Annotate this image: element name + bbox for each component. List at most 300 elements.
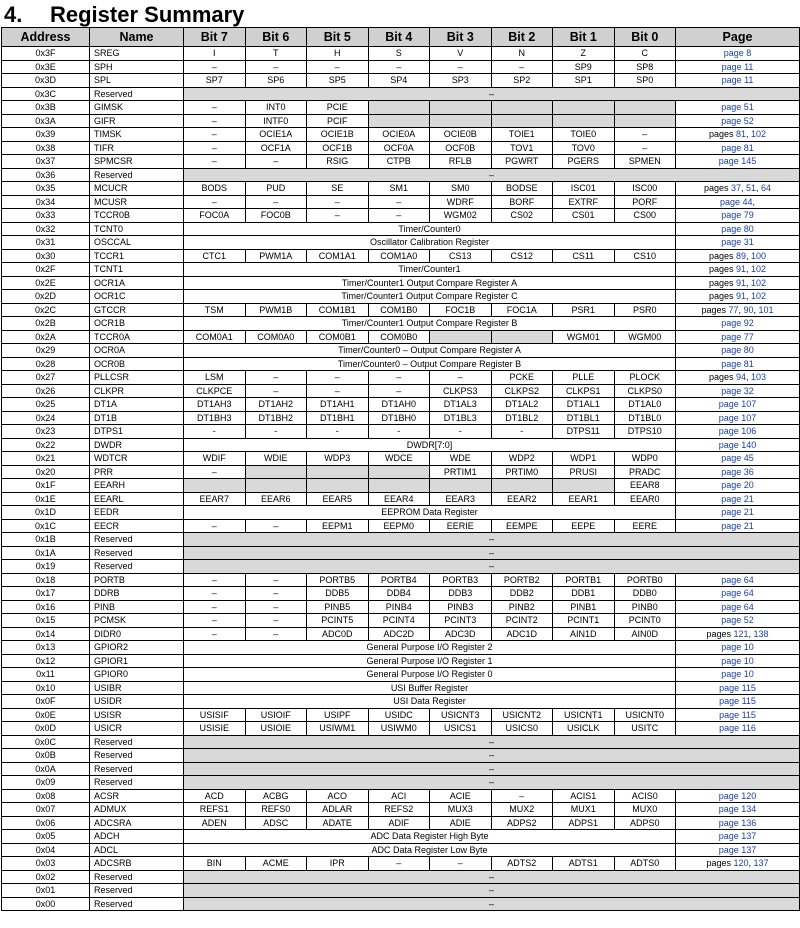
table-row: [2, 384, 800, 398]
bit-cell: PRTIM0: [491, 465, 553, 479]
page-link[interactable]: page 21: [721, 520, 754, 531]
register-name-cell: Reserved: [90, 762, 184, 776]
page-ref-text: pages: [708, 250, 736, 261]
bit-cell: MUX1: [553, 803, 615, 817]
page-link[interactable]: 121: [733, 628, 749, 639]
register-span-cell: General Purpose I/O Register 0: [184, 668, 676, 682]
column-header: Page: [676, 28, 800, 47]
register-span-cell: ADC Data Register High Byte: [184, 830, 676, 844]
address-cell: 0x37: [2, 155, 90, 169]
page-link[interactable]: 90: [743, 304, 754, 315]
page-ref-text: pages: [708, 372, 736, 383]
bit-cell: EERE: [614, 519, 676, 533]
bit-cell: –: [184, 519, 246, 533]
page-link[interactable]: page 81: [721, 358, 754, 369]
register-name-cell: SREG: [90, 47, 184, 61]
page-link[interactable]: 120: [733, 858, 749, 869]
bit-cell: PCIE: [307, 101, 369, 115]
table-row: [2, 47, 800, 61]
bit-cell: EEAR3: [430, 492, 492, 506]
bit-cell: [491, 479, 553, 493]
table-row: [2, 222, 800, 236]
bit-cell: BODS: [184, 182, 246, 196]
page-link[interactable]: page 10: [721, 642, 754, 653]
register-name-cell: EEDR: [90, 506, 184, 520]
bit-cell: [368, 114, 430, 128]
register-name-cell: PORTB: [90, 573, 184, 587]
bit-cell: SP0: [614, 74, 676, 88]
register-name-cell: Reserved: [90, 776, 184, 790]
bit-cell: DT1AH3: [184, 398, 246, 412]
register-name-cell: Reserved: [90, 749, 184, 763]
address-cell: 0x28: [2, 357, 90, 371]
page-link[interactable]: page 107: [718, 399, 757, 410]
bit-cell: [307, 479, 369, 493]
register-name-cell: EEARH: [90, 479, 184, 493]
register-name-cell: Reserved: [90, 897, 184, 911]
bit-cell: TOIE0: [553, 128, 615, 142]
bit-cell: ADC0D: [307, 627, 369, 641]
bit-cell: DT1AH1: [307, 398, 369, 412]
bit-cell: EEMPE: [491, 519, 553, 533]
bit-cell: PORF: [614, 195, 676, 209]
bit-cell: –: [245, 371, 307, 385]
register-name-cell: CLKPR: [90, 384, 184, 398]
page-ref-text: ,: [740, 183, 746, 194]
page-link[interactable]: page 44: [719, 196, 753, 207]
page-ref-text: ,: [748, 858, 754, 869]
bit-cell: WDP3: [307, 452, 369, 466]
page-link[interactable]: page 21: [721, 493, 754, 504]
bit-cell: CLKPCE: [184, 384, 246, 398]
table-header-row: [2, 28, 800, 47]
address-cell: 0x11: [2, 668, 90, 682]
bit-cell: USITC: [614, 722, 676, 736]
register-span-cell: Timer/Counter0: [184, 222, 676, 236]
column-header: Bit 0: [614, 28, 676, 47]
bit-cell: [245, 465, 307, 479]
page-ref-text: pages: [708, 291, 736, 302]
page-link[interactable]: page 106: [718, 426, 757, 437]
bit-cell: ADLAR: [307, 803, 369, 817]
column-header: Bit 4: [368, 28, 430, 47]
page-link[interactable]: 102: [751, 264, 767, 275]
page-reference-cell: [676, 249, 800, 263]
page-link[interactable]: page 10: [721, 655, 754, 666]
bit-cell: DTPS11: [553, 425, 615, 439]
bit-cell: RSIG: [307, 155, 369, 169]
register-span-cell: –: [184, 762, 800, 776]
bit-cell: –: [184, 155, 246, 169]
page-link[interactable]: page 140: [718, 439, 757, 450]
page-link[interactable]: page 137: [718, 844, 757, 855]
page-link[interactable]: 89: [735, 250, 746, 261]
column-header: Bit 7: [184, 28, 246, 47]
table-row: [2, 371, 800, 385]
bit-cell: I: [184, 47, 246, 61]
page-link[interactable]: page 120: [718, 790, 757, 801]
table-row: [2, 776, 800, 790]
page-link[interactable]: page 134: [718, 804, 757, 815]
bit-cell: WDE: [430, 452, 492, 466]
bit-cell: COM1A0: [368, 249, 430, 263]
bit-cell: WDP1: [553, 452, 615, 466]
bit-cell: OCIE0A: [368, 128, 430, 142]
bit-cell: [430, 101, 492, 115]
bit-cell: -: [368, 425, 430, 439]
page-link[interactable]: page 77: [721, 331, 754, 342]
bit-cell: –: [430, 60, 492, 74]
address-cell: 0x17: [2, 587, 90, 601]
page-link[interactable]: page 10: [721, 669, 754, 680]
page-reference-cell: [676, 587, 800, 601]
page-reference-cell: [676, 128, 800, 142]
table-row: [2, 60, 800, 74]
page-reference-cell: [676, 803, 800, 817]
page-link[interactable]: page 81: [721, 142, 754, 153]
bit-cell: DT1AL3: [430, 398, 492, 412]
bit-cell: AIN1D: [553, 627, 615, 641]
bit-cell: [184, 479, 246, 493]
page-link[interactable]: 81: [735, 129, 746, 140]
page-link[interactable]: 91: [735, 291, 746, 302]
address-cell: 0x04: [2, 843, 90, 857]
page-reference-cell: [676, 857, 800, 871]
page-reference-cell: [676, 452, 800, 466]
page-link[interactable]: 102: [751, 129, 767, 140]
register-name-cell: Reserved: [90, 87, 184, 101]
bit-cell: SP9: [553, 60, 615, 74]
page-reference-cell: [676, 681, 800, 695]
bit-cell: CS01: [553, 209, 615, 223]
page-link[interactable]: 91: [735, 264, 746, 275]
address-cell: 0x3D: [2, 74, 90, 88]
bit-cell: SP2: [491, 74, 553, 88]
page-link[interactable]: page 115: [719, 709, 756, 720]
section-heading: [0, 0, 800, 26]
page-link[interactable]: 102: [751, 277, 767, 288]
bit-cell: WGM02: [430, 209, 492, 223]
bit-cell: EERIE: [430, 519, 492, 533]
bit-cell: PORTB1: [553, 573, 615, 587]
bit-cell: EEAR2: [491, 492, 553, 506]
bit-cell: COM0A0: [245, 330, 307, 344]
page-link[interactable]: page 45: [721, 453, 754, 464]
bit-cell: MUX0: [614, 803, 676, 817]
register-name-cell: OCR1C: [90, 290, 184, 304]
bit-cell: –: [184, 114, 246, 128]
page-link[interactable]: 64: [761, 183, 772, 194]
bit-cell: T: [245, 47, 307, 61]
bit-cell: PCINT5: [307, 614, 369, 628]
page-link[interactable]: 100: [751, 250, 767, 261]
bit-cell: SPMEN: [614, 155, 676, 169]
page-reference-cell: [676, 411, 800, 425]
bit-cell: CS00: [614, 209, 676, 223]
bit-cell: -: [184, 425, 246, 439]
bit-cell: –: [184, 587, 246, 601]
page-reference-cell: [676, 479, 800, 493]
address-cell: 0x29: [2, 344, 90, 358]
table-row: [2, 465, 800, 479]
page-reference-cell: [676, 74, 800, 88]
page-link[interactable]: page 11: [721, 75, 754, 86]
register-name-cell: EEARL: [90, 492, 184, 506]
bit-cell: COM1B0: [368, 303, 430, 317]
register-name-cell: ADCSRA: [90, 816, 184, 830]
page-reference-cell: [676, 209, 800, 223]
bit-cell: TOV1: [491, 141, 553, 155]
address-cell: 0x3B: [2, 101, 90, 115]
page-link[interactable]: 94: [735, 372, 746, 383]
page-link[interactable]: page 21: [721, 507, 754, 518]
page-link[interactable]: page 64: [721, 601, 754, 612]
table-row: [2, 492, 800, 506]
page-reference-cell: [676, 317, 800, 331]
address-cell: 0x34: [2, 195, 90, 209]
page-reference-cell: [676, 627, 800, 641]
bit-cell: PUD: [245, 182, 307, 196]
bit-cell: DDB3: [430, 587, 492, 601]
bit-cell: –: [184, 141, 246, 155]
bit-cell: PORTB5: [307, 573, 369, 587]
address-cell: 0x16: [2, 600, 90, 614]
register-name-cell: GIFR: [90, 114, 184, 128]
bit-cell: –: [184, 128, 246, 142]
page-link[interactable]: 91: [735, 277, 746, 288]
page-link[interactable]: page 52: [721, 115, 754, 126]
table-row: [2, 317, 800, 331]
address-cell: 0x33: [2, 209, 90, 223]
bit-cell: –: [245, 195, 307, 209]
bit-cell: TSM: [184, 303, 246, 317]
register-name-cell: Reserved: [90, 560, 184, 574]
address-cell: 0x3A: [2, 114, 90, 128]
address-cell: 0x3E: [2, 60, 90, 74]
bit-cell: SP4: [368, 74, 430, 88]
page-ref-text: ,: [746, 372, 752, 383]
bit-cell: DT1BL2: [491, 411, 553, 425]
register-name-cell: USICR: [90, 722, 184, 736]
bit-cell: ADC2D: [368, 627, 430, 641]
bit-cell: DT1BH0: [368, 411, 430, 425]
table-row: [2, 884, 800, 898]
bit-cell: [491, 101, 553, 115]
bit-cell: –: [368, 384, 430, 398]
page-link[interactable]: page 31: [721, 237, 754, 248]
register-span-cell: Oscillator Calibration Register: [184, 236, 676, 250]
register-name-cell: WDTCR: [90, 452, 184, 466]
page-reference-cell: [676, 519, 800, 533]
page-link[interactable]: 37: [730, 183, 741, 194]
page-link[interactable]: page 145: [718, 156, 757, 167]
page-link[interactable]: page 136: [718, 817, 757, 828]
register-name-cell: PLLCSR: [90, 371, 184, 385]
page-link[interactable]: page 36: [721, 466, 754, 477]
register-name-cell: OCR0A: [90, 344, 184, 358]
page-link[interactable]: page 51: [721, 102, 754, 113]
column-header: Bit 6: [245, 28, 307, 47]
page-reference-cell: [676, 789, 800, 803]
page-reference-cell: [676, 668, 800, 682]
register-span-cell: Timer/Counter0 – Output Compare Register B: [184, 357, 676, 371]
register-name-cell: Reserved: [90, 533, 184, 547]
bit-cell: PINB0: [614, 600, 676, 614]
page-link[interactable]: 102: [751, 291, 767, 302]
page-link[interactable]: 101: [758, 304, 774, 315]
table-row: [2, 614, 800, 628]
register-name-cell: USISR: [90, 708, 184, 722]
table-row: [2, 816, 800, 830]
register-name-cell: Reserved: [90, 168, 184, 182]
page-reference-cell: [676, 222, 800, 236]
bit-cell: DDB1: [553, 587, 615, 601]
page-link[interactable]: page 32: [721, 385, 754, 396]
page-link[interactable]: page 11: [721, 61, 754, 72]
table-row: [2, 830, 800, 844]
bit-cell: USICNT1: [553, 708, 615, 722]
register-name-cell: GPIOR0: [90, 668, 184, 682]
bit-cell: SP6: [245, 74, 307, 88]
page-link[interactable]: page 79: [721, 210, 754, 221]
bit-cell: [368, 479, 430, 493]
bit-cell: DT1BL1: [553, 411, 615, 425]
page-link[interactable]: page 137: [718, 831, 757, 842]
register-name-cell: OCR0B: [90, 357, 184, 371]
bit-cell: PGERS: [553, 155, 615, 169]
bit-cell: ACIS1: [553, 789, 615, 803]
page-link[interactable]: 138: [753, 628, 769, 639]
address-cell: 0x12: [2, 654, 90, 668]
bit-cell: –: [245, 384, 307, 398]
page-ref-text: pages: [706, 628, 734, 639]
register-name-cell: DDRB: [90, 587, 184, 601]
bit-cell: –: [184, 101, 246, 115]
table-row: [2, 857, 800, 871]
bit-cell: EEAR7: [184, 492, 246, 506]
page-reference-cell: [676, 398, 800, 412]
address-cell: 0x31: [2, 236, 90, 250]
page-link[interactable]: page 116: [719, 723, 756, 734]
bit-cell: COM1B1: [307, 303, 369, 317]
page-reference-cell: [676, 384, 800, 398]
page-link[interactable]: page 115: [719, 682, 756, 693]
page-link[interactable]: page 64: [721, 588, 754, 599]
bit-cell: –: [368, 857, 430, 871]
page-link[interactable]: page 8: [723, 48, 752, 59]
bit-cell: PCINT4: [368, 614, 430, 628]
bit-cell: WGM01: [553, 330, 615, 344]
bit-cell: TOIE1: [491, 128, 553, 142]
page-link[interactable]: 51: [746, 183, 757, 194]
table-row: [2, 128, 800, 142]
address-cell: 0x13: [2, 641, 90, 655]
page-link[interactable]: page 64: [721, 574, 754, 585]
bit-cell: –: [245, 627, 307, 641]
address-cell: 0x39: [2, 128, 90, 142]
address-cell: 0x2A: [2, 330, 90, 344]
bit-cell: ADTS0: [614, 857, 676, 871]
bit-cell: ADPS0: [614, 816, 676, 830]
page-reference-cell: [676, 60, 800, 74]
page-link[interactable]: 103: [751, 372, 767, 383]
table-row: [2, 249, 800, 263]
register-name-cell: TCCR1: [90, 249, 184, 263]
page-link[interactable]: page 115: [719, 696, 756, 707]
bit-cell: REFS2: [368, 803, 430, 817]
page-link[interactable]: page 52: [721, 615, 754, 626]
bit-cell: PORTB4: [368, 573, 430, 587]
bit-cell: USICNT0: [614, 708, 676, 722]
bit-cell: -: [491, 425, 553, 439]
register-name-cell: TCNT0: [90, 222, 184, 236]
bit-cell: USIWM0: [368, 722, 430, 736]
address-cell: 0x3C: [2, 87, 90, 101]
bit-cell: IPR: [307, 857, 369, 871]
bit-cell: PINB2: [491, 600, 553, 614]
page-link[interactable]: page 92: [721, 318, 754, 329]
table-row: [2, 398, 800, 412]
bit-cell: [553, 479, 615, 493]
table-row: [2, 330, 800, 344]
bit-cell: LSM: [184, 371, 246, 385]
page-link[interactable]: page 80: [721, 345, 754, 356]
bit-cell: –: [368, 60, 430, 74]
bit-cell: USICNT2: [491, 708, 553, 722]
table-row: [2, 735, 800, 749]
bit-cell: EEPM0: [368, 519, 430, 533]
address-cell: 0x03: [2, 857, 90, 871]
page-link[interactable]: page 20: [721, 480, 754, 491]
bit-cell: DT1BH2: [245, 411, 307, 425]
bit-cell: PCIF: [307, 114, 369, 128]
table-row: [2, 141, 800, 155]
bit-cell: USICNT3: [430, 708, 492, 722]
address-cell: 0x0F: [2, 695, 90, 709]
bit-cell: ADIE: [430, 816, 492, 830]
bit-cell: REFS1: [184, 803, 246, 817]
table-row: [2, 708, 800, 722]
table-row: [2, 749, 800, 763]
table-row: [2, 654, 800, 668]
bit-cell: ACIE: [430, 789, 492, 803]
page-reference-cell: [676, 141, 800, 155]
page-ref-text: pages: [708, 129, 736, 140]
bit-cell: PRADC: [614, 465, 676, 479]
bit-cell: COM1A1: [307, 249, 369, 263]
register-name-cell: SPMCSR: [90, 155, 184, 169]
bit-cell: –: [307, 60, 369, 74]
table-row: [2, 290, 800, 304]
column-header: Bit 5: [307, 28, 369, 47]
bit-cell: WDCE: [368, 452, 430, 466]
page-link[interactable]: page 107: [718, 412, 757, 423]
table-row: [2, 479, 800, 493]
bit-cell: WDP0: [614, 452, 676, 466]
bit-cell: –: [245, 587, 307, 601]
page-link[interactable]: 77: [728, 304, 739, 315]
bit-cell: BIN: [184, 857, 246, 871]
table-row: [2, 641, 800, 655]
page-link[interactable]: 137: [753, 858, 769, 869]
address-cell: 0x06: [2, 816, 90, 830]
bit-cell: PORTB3: [430, 573, 492, 587]
page-link[interactable]: page 80: [721, 223, 754, 234]
register-name-cell: OCR1A: [90, 276, 184, 290]
bit-cell: PCINT3: [430, 614, 492, 628]
register-span-cell: –: [184, 884, 800, 898]
address-cell: 0x24: [2, 411, 90, 425]
